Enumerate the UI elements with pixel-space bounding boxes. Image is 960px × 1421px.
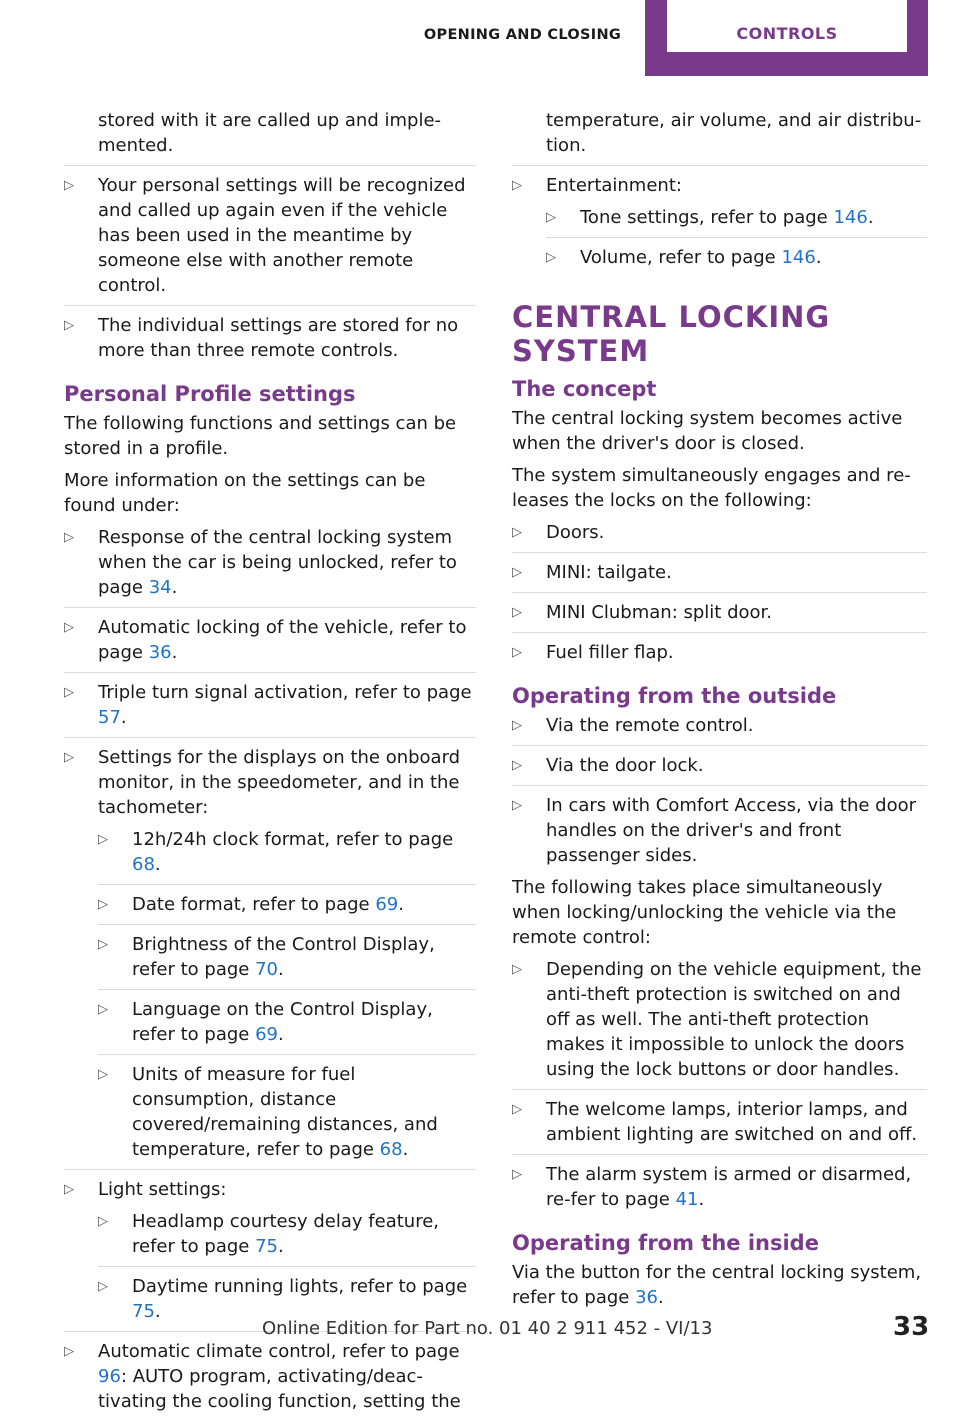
chapter-heading: CENTRAL LOCKING SYSTEM [512, 300, 831, 368]
section-title: OPENING AND CLOSING [423, 27, 622, 43]
list-item: ▷ The welcome lamps, interior lamps, and ambient lighting are switched on and off. [512, 1097, 927, 1155]
page-link[interactable]: 68 [132, 854, 155, 875]
sub-list-item: ▷ Units of measure for fuel consumption, distance covered/remaining distances, and temperature, refer to page 68. [98, 1064, 438, 1160]
right-column [512, 108, 927, 1317]
triangle-bullet-icon: ▷ [98, 937, 108, 952]
paragraph: The following takes place simultaneously when locking/unlocking the vehicle via the remote control: [512, 877, 897, 948]
page-link[interactable]: 69 [375, 894, 399, 915]
list-item: ▷ Via the remote control. [512, 713, 927, 746]
list-item: ▷ Response of the central locking system when the car is being unlocked, refer to page 34. [64, 525, 476, 608]
triangle-bullet-icon: ▷ [512, 1102, 522, 1117]
left-column [64, 108, 476, 1421]
list-item: ▷ Light settings: ▷ Headlamp courtesy delay feature, refer to page 75. ▷ Daytime running lights, refer to page 75. [64, 1177, 476, 1332]
page-link[interactable]: 146 [781, 247, 816, 268]
triangle-bullet-icon: ▷ [98, 1279, 108, 1294]
triangle-bullet-icon: ▷ [64, 685, 74, 700]
list-item: ▷ MINI Clubman: split door. [512, 600, 927, 633]
section-heading: The concept [512, 377, 657, 401]
triangle-bullet-icon: ▷ [98, 1002, 108, 1017]
triangle-bullet-icon: ▷ [512, 605, 522, 620]
list-item: ▷ Automatic climate control, refer to page 96: AUTO program, activating/deac‐tivating the cooling function, setting the [64, 1341, 461, 1412]
edition-footer: Online Edition for Part no. 01 40 2 911 452 - VI/13 [262, 1318, 713, 1339]
page-link[interactable]: 146 [833, 207, 868, 228]
list-item: ▷ Doors. [512, 520, 927, 553]
triangle-bullet-icon: ▷ [64, 1182, 74, 1197]
triangle-bullet-icon: ▷ [512, 758, 522, 773]
triangle-bullet-icon: ▷ [512, 1167, 522, 1182]
triangle-bullet-icon: ▷ [64, 750, 74, 765]
sub-list-item: ▷ Language on the Control Display, refer to page 69. [98, 997, 476, 1055]
list-item: ▷ Triple turn signal activation, refer to page 57. [64, 680, 476, 738]
page-link[interactable]: 96 [98, 1366, 121, 1387]
page-link[interactable]: 69 [255, 1024, 278, 1045]
page-link[interactable]: 34 [148, 577, 172, 598]
list-item: ▷ MINI: tailgate. [512, 560, 927, 593]
sub-list-item: ▷ 12h/24h clock format, refer to page 68. [98, 827, 476, 885]
triangle-bullet-icon: ▷ [98, 1214, 108, 1229]
triangle-bullet-icon: ▷ [512, 962, 522, 977]
chapter-tab-label: CONTROLS [667, 0, 907, 52]
triangle-bullet-icon: ▷ [512, 718, 522, 733]
sub-list-item: ▷ Brightness of the Control Display, refer to page 70. [98, 932, 476, 990]
triangle-bullet-icon: ▷ [512, 178, 522, 193]
page-link[interactable]: 70 [255, 959, 278, 980]
page-link[interactable]: 36 [635, 1287, 658, 1308]
section-heading: Personal Profile settings [64, 382, 356, 406]
triangle-bullet-icon: ▷ [98, 832, 108, 847]
list-item: ▷ Settings for the displays on the onboard monitor, in the speedometer, and in the tachometer: ▷ 12h/24h clock format, refer to page 68. ▷ Date format, refer to page 69. ▷ Brightness of the Control Display, refer to page 70. ▷ Language on the Control Display, refer to page 69. ▷ Units of measure for fuel consumption, distance covered/remaining distances, and temperature, refer to page 68. [64, 745, 476, 1170]
chapter-tab [645, 0, 928, 76]
page-link[interactable]: 41 [675, 1189, 699, 1210]
triangle-bullet-icon: ▷ [512, 645, 522, 660]
paragraph: The central locking system becomes active when the driver's door is closed. [512, 408, 903, 454]
triangle-bullet-icon: ▷ [64, 620, 74, 635]
list-item: ▷ Fuel filler flap. [512, 642, 674, 663]
list-item: ▷ Depending on the vehicle equipment, the anti-theft protection is switched on and off as well. The anti-theft protection makes it impossible to unlock the doors using the lock buttons or door handles. [512, 957, 927, 1090]
page-number: 33 [893, 1312, 930, 1342]
continued-text: stored with it are called up and imple‐mented. [98, 110, 442, 156]
triangle-bullet-icon: ▷ [546, 210, 556, 225]
page-link[interactable]: 57 [98, 707, 121, 728]
triangle-bullet-icon: ▷ [512, 565, 522, 580]
triangle-bullet-icon: ▷ [512, 525, 522, 540]
triangle-bullet-icon: ▷ [546, 250, 556, 265]
triangle-bullet-icon: ▷ [64, 178, 74, 193]
section-heading: Operating from the inside [512, 1231, 819, 1255]
page-link[interactable]: 75 [132, 1301, 155, 1322]
sub-list-item: ▷ Headlamp courtesy delay feature, refer to page 75. [98, 1209, 476, 1267]
triangle-bullet-icon: ▷ [64, 318, 74, 333]
paragraph: Via the button for the central locking system, refer to page 36. [512, 1262, 922, 1308]
list-item: ▷ The alarm system is armed or disarmed, re‐fer to page 41. [512, 1164, 912, 1210]
list-item: ▷ In cars with Comfort Access, via the door handles on the driver's and front passenger sides. [512, 795, 917, 866]
triangle-bullet-icon: ▷ [98, 1067, 108, 1082]
page-link[interactable]: 36 [148, 642, 172, 663]
sub-list-item: ▷ Tone settings, refer to page 146. [546, 205, 927, 238]
triangle-bullet-icon: ▷ [64, 530, 74, 545]
page-link[interactable]: 75 [255, 1236, 278, 1257]
sub-list-item: ▷ Volume, refer to page 146. [546, 247, 822, 268]
continued-text: temperature, air volume, and air distribu‐tion. [546, 110, 922, 156]
paragraph: The system simultaneously engages and re‐leases the locks on the following: [512, 465, 911, 511]
paragraph: The following functions and settings can be stored in a profile. [64, 413, 457, 459]
triangle-bullet-icon: ▷ [64, 1344, 74, 1359]
section-heading: Operating from the outside [512, 684, 837, 708]
page-link[interactable]: 68 [379, 1139, 403, 1160]
triangle-bullet-icon: ▷ [512, 798, 522, 813]
paragraph: More information on the settings can be found under: [64, 470, 426, 516]
sub-list-item: ▷ Date format, refer to page 69. [98, 892, 476, 925]
list-item: ▷ Your personal settings will be recognized and called up again even if the vehicle has been used in the meantime by someone else with another remote control. [64, 173, 476, 306]
list-item: ▷ Via the door lock. [512, 753, 927, 786]
list-item: ▷ Automatic locking of the vehicle, refer to page 36. [64, 615, 476, 673]
list-item: ▷ The individual settings are stored for no more than three remote controls. [64, 315, 459, 361]
sub-list-item: ▷ Daytime running lights, refer to page 75. [98, 1276, 468, 1322]
triangle-bullet-icon: ▷ [98, 897, 108, 912]
list-item: ▷ Entertainment: ▷ Tone settings, refer to page 146. ▷ Volume, refer to page 146. [512, 173, 927, 270]
